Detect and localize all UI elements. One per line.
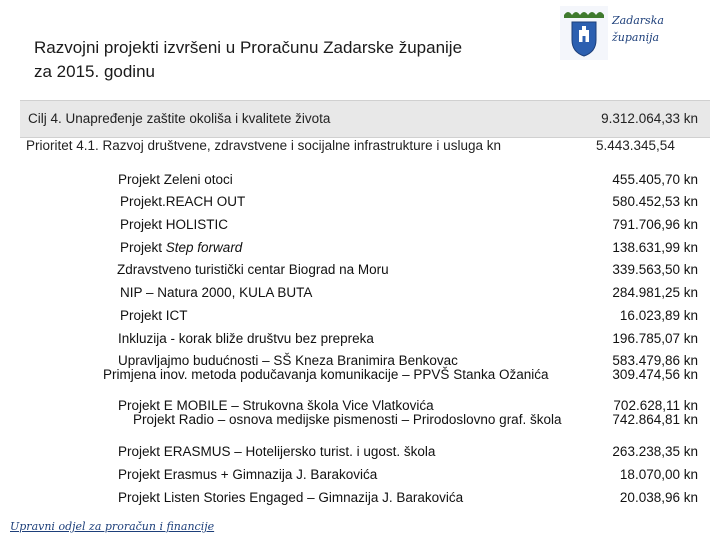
project-amount: 583.479,86 kn: [612, 353, 698, 368]
project-amount: 196.785,07 kn: [612, 331, 698, 346]
logo-line-1: Zadarska: [612, 14, 664, 27]
project-name: Projekt.REACH OUT: [120, 194, 246, 209]
project-name: Primjena inov. metoda podučavanja komunikacije – PPVŠ Stanka Ožanića: [103, 367, 549, 382]
priority-label: Prioritet 4.1. Razvoj društvene, zdravstvene i socijalne infrastrukture i usluga kn: [26, 138, 501, 153]
project-name: Inkluzija - korak bliže društvu bez prepreka: [118, 331, 374, 346]
project-amount: 263.238,35 kn: [612, 444, 698, 459]
project-name: Projekt Listen Stories Engaged – Gimnazija J. Barakovića: [118, 490, 464, 505]
project-amount: 20.038,96 kn: [619, 490, 698, 505]
logo-text: [612, 12, 712, 46]
project-name: NIP – Natura 2000, KULA BUTA: [120, 285, 313, 300]
project-name: Zdravstveno turistički centar Biograd na Moru: [117, 262, 389, 277]
project-name: Projekt E MOBILE – Strukovna škola Vice Vlatkovića: [118, 398, 434, 413]
footer-department-link[interactable]: Upravni odjel za proračun i financije: [10, 520, 215, 533]
priority-value: 5.443.345,54: [596, 138, 675, 153]
goal-bar: [20, 100, 710, 138]
project-amount: 309.474,56 kn: [612, 367, 698, 382]
goal-value: 9.312.064,33 kn: [601, 111, 698, 126]
project-amount: 455.405,70 kn: [612, 172, 698, 187]
project-amount: 580.452,53 kn: [612, 194, 698, 209]
project-name-italic: Step forward: [165, 240, 243, 255]
project-amount: 702.628,11 kn: [613, 398, 698, 413]
project-name-prefix: Projekt: [120, 240, 166, 255]
title-line-2: za 2015. godinu: [34, 62, 155, 81]
project-name: Projekt HOLISTIC: [120, 217, 229, 232]
project-amount: 339.563,50 kn: [612, 262, 698, 277]
project-amount: 791.706,96 kn: [612, 217, 698, 232]
project-name: Upravljajmo budućnosti – SŠ Kneza Branimira Benkovac: [118, 353, 458, 368]
project-amount: 138.631,99 kn: [612, 240, 698, 255]
project-name: Projekt Zeleni otoci: [118, 172, 233, 187]
coat-of-arms-icon: [560, 6, 608, 60]
project-name: Projekt ERASMUS – Hotelijersko turist. i ugost. škola: [118, 444, 436, 459]
project-name: Projekt Radio – osnova medijske pismenosti – Prirodoslovno graf. škola: [133, 412, 562, 427]
project-amount: 742.864,81 kn: [612, 412, 698, 427]
project-amount: 16.023,89 kn: [619, 308, 698, 323]
page-title: [34, 36, 534, 84]
project-amount: 18.070,00 kn: [619, 467, 698, 482]
project-name: [120, 240, 242, 255]
title-line-1: Razvojni projekti izvršeni u Proračunu Zadarske županije: [34, 38, 463, 57]
project-name: Projekt Erasmus + Gimnazija J. Barakovića: [118, 467, 378, 482]
project-amount: 284.981,25 kn: [612, 285, 698, 300]
project-name: Projekt ICT: [120, 308, 188, 323]
goal-label: Cilj 4. Unapređenje zaštite okoliša i kvalitete života: [28, 111, 331, 126]
logo-line-2: županija: [612, 31, 660, 44]
